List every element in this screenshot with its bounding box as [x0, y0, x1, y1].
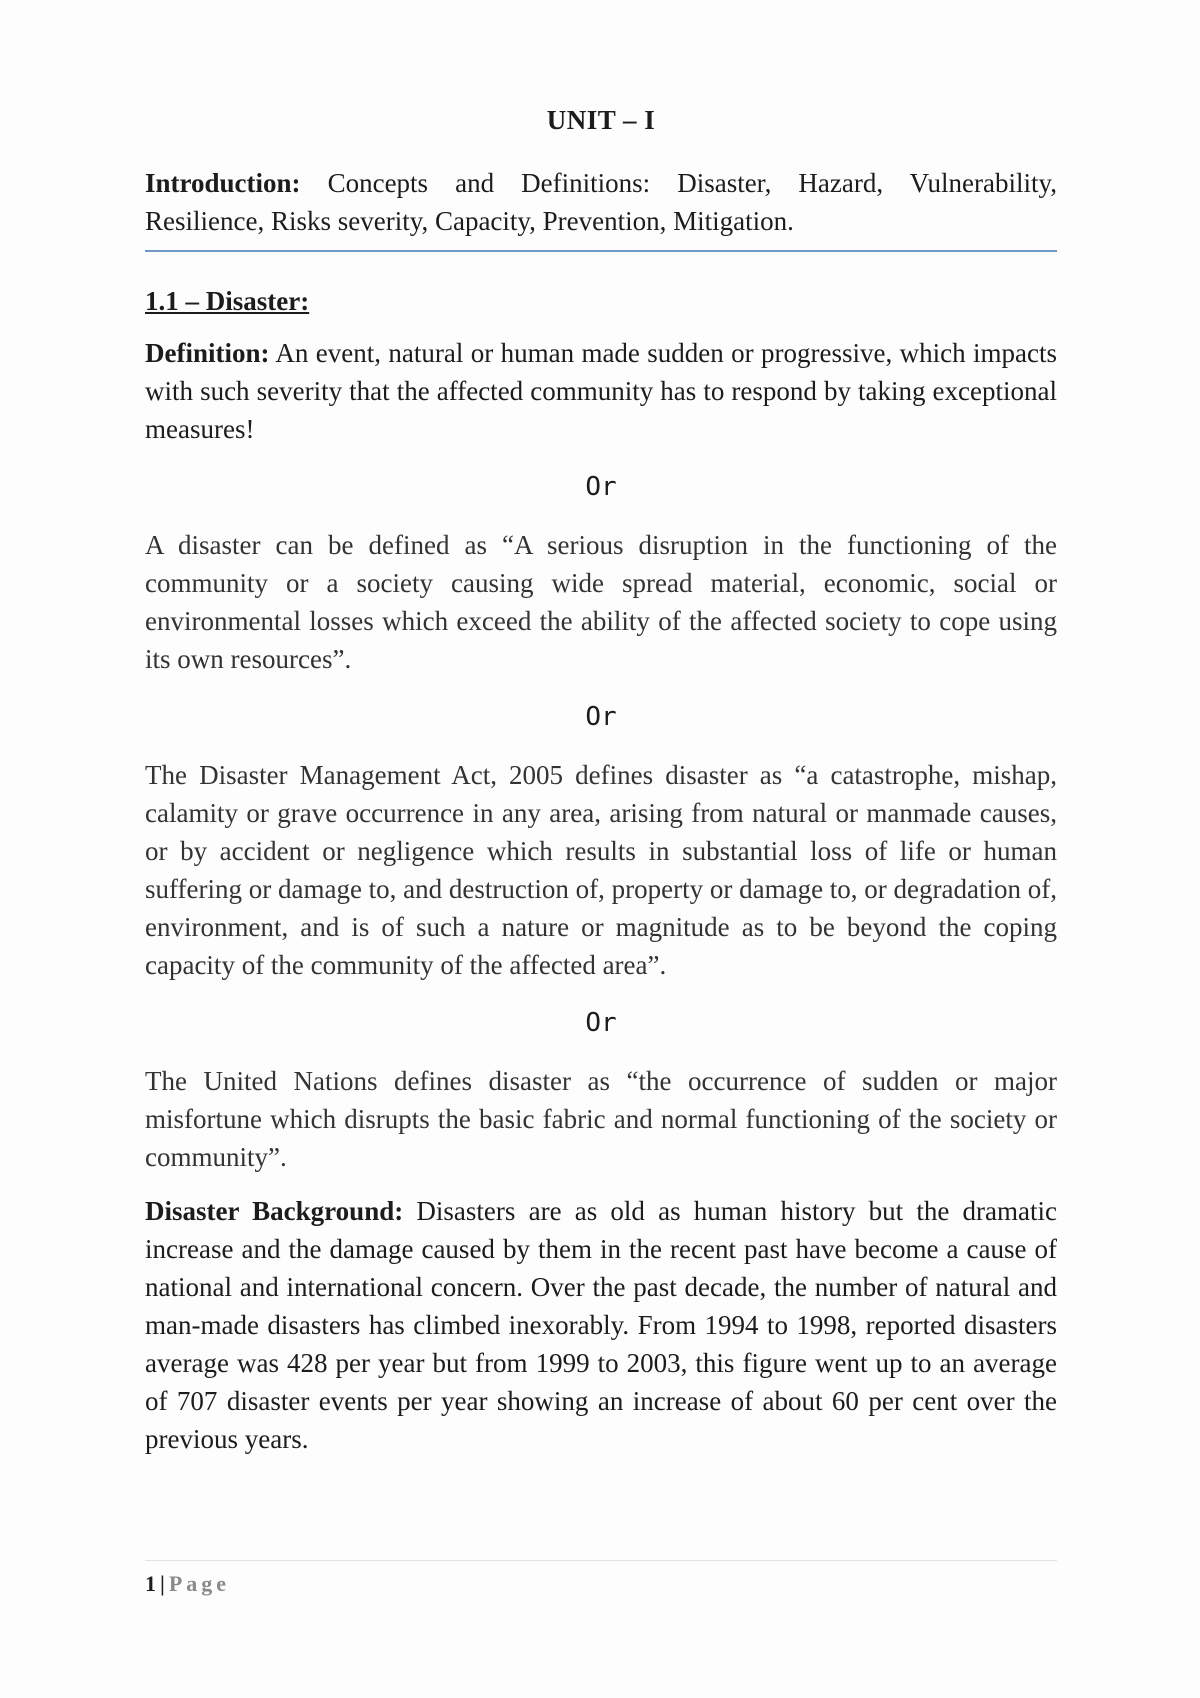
introduction-text: Concepts and Definitions: Disaster, Hazard, Vulnerability, Resilience, Risks severity, Capacity, Prevention, Mitigation. — [145, 168, 1057, 236]
un-definition-paragraph: The United Nations defines disaster as “the occurrence of sudden or major misfortune which disrupts the basic fabric and normal functioning of the society or community”. — [145, 1066, 1057, 1172]
introduction-label: Introduction: — [145, 168, 301, 198]
or-separator: Or — [585, 1008, 617, 1038]
page-footer — [145, 1560, 1057, 1597]
background-paragraph — [145, 1192, 1057, 1458]
background-text: Disasters are as old as human history but the dramatic increase and the damage caused by them in the recent past have become a cause of national and international concern. Over the past decade, the number of natural and man-made disasters has climbed inexorably. From 1994 to 1998, reported disasters average was 428 per year but from 1999 to 2003, this figure went up to an average of 707 disaster events per year showing an increase of about 60 per cent over the previous years. — [145, 1196, 1057, 1454]
introduction-paragraph — [145, 164, 1057, 252]
unit-title: UNIT – I — [546, 105, 656, 135]
definition-text: An event, natural or human made sudden or progressive, which impacts with such severity that the affected community has to respond by taking exceptional measures! — [145, 338, 1057, 444]
background-label: Disaster Background: — [145, 1196, 404, 1226]
definition-label: Definition: — [145, 338, 270, 368]
page-number: 1 — [145, 1571, 156, 1596]
page-content — [145, 105, 1057, 1458]
definition-alt-paragraph: A disaster can be defined as “A serious disruption in the functioning of the community or a society causing wide spread material, economic, social or environmental losses which exceed the ability of the affected society to cope using its own resources”. — [145, 530, 1057, 674]
page-label: Page — [168, 1571, 231, 1596]
or-separator: Or — [585, 702, 617, 732]
section-heading-disaster: 1.1 – Disaster: — [145, 286, 310, 316]
dm-act-paragraph: The Disaster Management Act, 2005 defines disaster as “a catastrophe, mishap, calamity or grave occurrence in any area, arising from natural or manmade causes, or by accident or negligence which results in substantial loss of life or human suffering or damage to, and destruction of, property or damage to, or degradation of, environment, and is of such a nature or magnitude as to be beyond the coping capacity of the community of the affected area”. — [145, 760, 1057, 980]
definition-paragraph — [145, 334, 1057, 448]
or-separator: Or — [585, 472, 617, 502]
footer-separator: | — [160, 1571, 165, 1596]
